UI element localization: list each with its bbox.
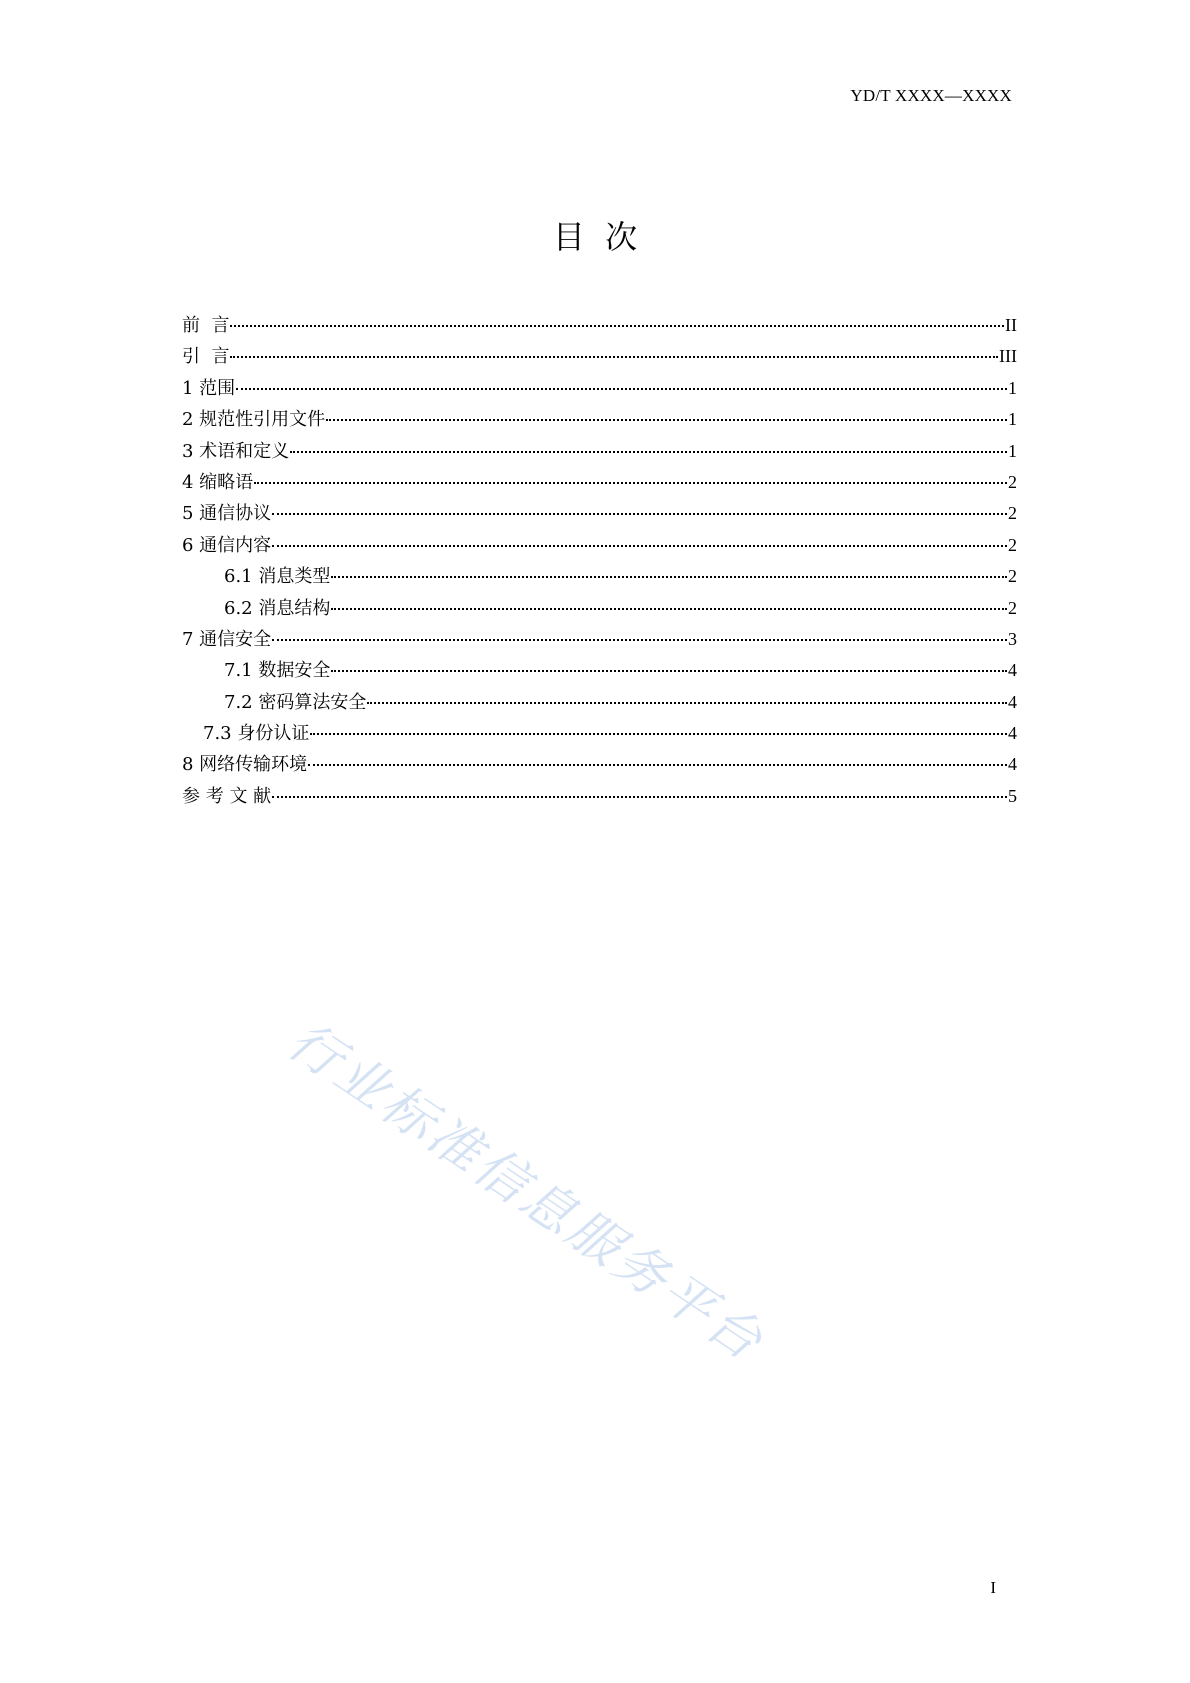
toc-entry-message-types[interactable] <box>182 562 1017 593</box>
toc-page-number: 2 <box>1008 566 1017 587</box>
dot-leader <box>272 545 1007 547</box>
toc-label: 6.1 消息类型 <box>224 566 331 588</box>
toc-entry-data-security[interactable] <box>182 656 1017 687</box>
toc-page-number: 3 <box>1008 628 1017 649</box>
toc-label: 前 言 <box>182 315 230 336</box>
dot-leader <box>331 670 1007 672</box>
toc-page-number: 2 <box>1008 597 1017 618</box>
toc-label: 参 考 文 献 <box>182 785 272 807</box>
toc-page-number: 5 <box>1008 785 1017 806</box>
dot-leader <box>331 576 1007 578</box>
toc-page-number: 1 <box>1008 440 1017 461</box>
watermark: 行业标准信息服务平台 <box>277 1010 776 1374</box>
toc-entry-scope[interactable] <box>182 374 1017 405</box>
toc-page-number: 1 <box>1008 409 1017 430</box>
toc-entry-foreword[interactable] <box>182 311 1017 342</box>
toc-label: 2 规范性引用文件 <box>182 409 326 431</box>
toc-label: 3 术语和定义 <box>182 440 290 462</box>
toc-label: 7 通信安全 <box>182 628 272 650</box>
dot-leader <box>310 733 1007 735</box>
page-number: I <box>990 1578 996 1597</box>
toc-label: 6 通信内容 <box>182 534 272 556</box>
toc-page-number: 4 <box>1008 660 1017 681</box>
dot-leader <box>367 702 1007 704</box>
dot-leader <box>272 639 1007 641</box>
document-code: YD/T XXXX—XXXX <box>850 86 1012 105</box>
toc-entry-terms-definitions[interactable] <box>182 437 1017 468</box>
toc-label: 6.2 消息结构 <box>224 597 331 619</box>
toc-entry-communication-content[interactable] <box>182 531 1017 562</box>
dot-leader <box>230 325 1004 327</box>
dot-leader <box>254 482 1007 484</box>
toc-page-number: II <box>1005 315 1017 335</box>
toc-label: 7.1 数据安全 <box>224 660 331 682</box>
toc-page-number: 2 <box>1008 503 1017 524</box>
toc-page-number: III <box>999 346 1017 367</box>
toc-page-number: 2 <box>1008 534 1017 555</box>
dot-leader <box>331 608 1007 610</box>
dot-leader <box>272 513 1007 515</box>
toc-entry-crypto-algorithm-security[interactable] <box>182 688 1017 719</box>
dot-leader <box>326 419 1007 421</box>
table-of-contents <box>182 311 1017 813</box>
toc-page-number: 1 <box>1008 377 1017 398</box>
toc-page-number: 4 <box>1008 691 1017 712</box>
toc-label: 7.2 密码算法安全 <box>224 691 367 713</box>
toc-title: 目 次 <box>552 218 638 256</box>
dot-leader <box>236 388 1007 390</box>
toc-entry-abbreviations[interactable] <box>182 468 1017 499</box>
toc-label: 7.3 身份认证 <box>203 723 310 745</box>
toc-entry-identity-authentication[interactable] <box>182 719 1017 750</box>
toc-label: 引 言 <box>182 346 230 368</box>
toc-label: 1 范围 <box>182 377 236 399</box>
toc-page-number: 2 <box>1008 471 1017 492</box>
toc-entry-bibliography[interactable] <box>182 782 1017 813</box>
toc-entry-communication-protocol[interactable] <box>182 499 1017 530</box>
toc-label: 4 缩略语 <box>182 471 254 493</box>
toc-entry-introduction[interactable] <box>182 342 1017 373</box>
toc-entry-normative-references[interactable] <box>182 405 1017 436</box>
dot-leader <box>230 356 998 358</box>
dot-leader <box>290 451 1007 453</box>
toc-page-number: 4 <box>1008 723 1017 744</box>
dot-leader <box>308 764 1007 766</box>
toc-label: 5 通信协议 <box>182 503 272 525</box>
toc-entry-network-transport[interactable] <box>182 750 1017 781</box>
toc-page-number: 4 <box>1008 754 1017 775</box>
toc-label: 8 网络传输环境 <box>182 754 308 776</box>
dot-leader <box>272 796 1007 798</box>
toc-entry-message-structure[interactable] <box>182 594 1017 625</box>
toc-entry-communication-security[interactable] <box>182 625 1017 656</box>
